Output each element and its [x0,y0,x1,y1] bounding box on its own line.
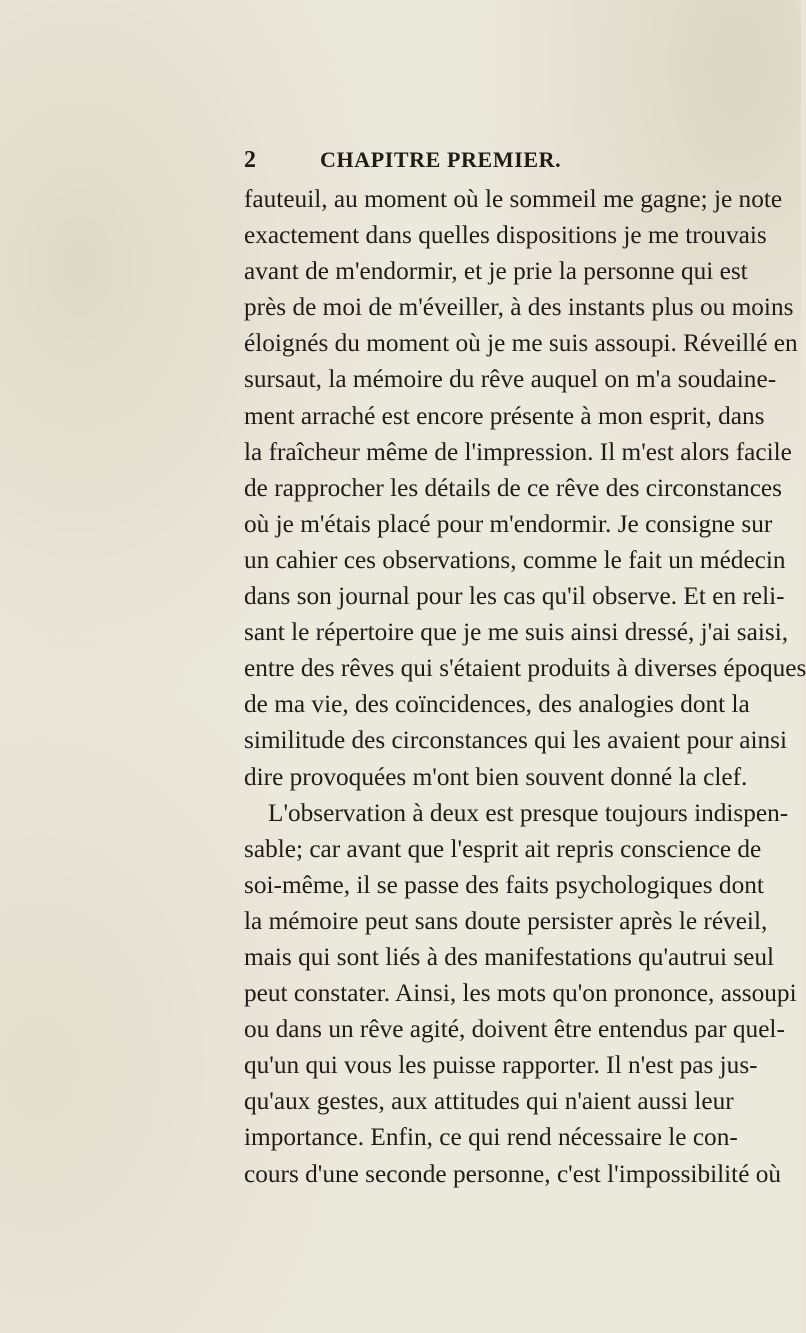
text-line: L'observation à deux est presque toujours indispen- [268,798,789,827]
text-line: soi-même, il se passe des faits psychologiques dont [244,870,764,899]
text-line: la mémoire peut sans doute persister après le réveil, [244,906,768,935]
text-line: avant de m'endormir, et je prie la personne qui est [244,257,748,286]
text-line: qu'aux gestes, aux attitudes qui n'aient aussi leur [244,1087,734,1116]
text-line: de rapprocher les détails de ce rêve des circonstances [244,473,782,502]
text-line: ou dans un rêve agité, doivent être entendus par quel- [244,1015,785,1044]
text-line: qu'un qui vous les puisse rapporter. Il n'est pas jus- [244,1051,758,1080]
running-head: CHAPITRE PREMIER. [320,147,562,172]
body-text [244,181,806,1192]
text-line: sable; car avant que l'esprit ait repris conscience de [244,834,762,863]
text-line: entre des rêves qui s'étaient produits à diverses époques [244,654,806,683]
text-line: sant le répertoire que je me suis ainsi dressé, j'ai saisi, [244,618,789,647]
text-line: éloignés du moment où je me suis assoupi. Réveillé en [244,329,798,358]
text-line: dire provoquées m'ont bien souvent donné la clef. [244,762,748,791]
text-line: mais qui sont liés à des manifestations qu'autrui seul [244,942,775,971]
text-line: exactement dans quelles dispositions je me trouvais [244,221,767,250]
text-line: la fraîcheur même de l'impression. Il m'est alors facile [244,437,792,466]
text-line: similitude des circonstances qui les avaient pour ainsi [244,726,788,755]
text-line: un cahier ces observations, comme le fait un médecin [244,545,786,574]
text-line: de ma vie, des coïncidences, des analogies dont la [244,690,750,719]
text-line: ment arraché est encore présente à mon esprit, dans [244,401,765,430]
text-line: fauteuil, au moment où le sommeil me gagne; je note [244,185,783,213]
text-line: sursaut, la mémoire du rêve auquel on m'a soudaine- [244,365,777,394]
text-line: où je m'étais placé pour m'endormir. Je consigne sur [244,509,773,538]
text-line: près de moi de m'éveiller, à des instants plus ou moins [244,293,794,322]
text-line: cours d'une seconde personne, c'est l'impossibilité où [244,1159,782,1188]
text-line: peut constater. Ainsi, les mots qu'on prononce, assoupi [244,979,797,1008]
page-number: 2 [244,147,257,173]
text-line: dans son journal pour les cas qu'il observe. Et en reli- [244,582,785,611]
page-header [244,147,684,177]
text-line: importance. Enfin, ce qui rend nécessaire le con- [244,1123,738,1152]
